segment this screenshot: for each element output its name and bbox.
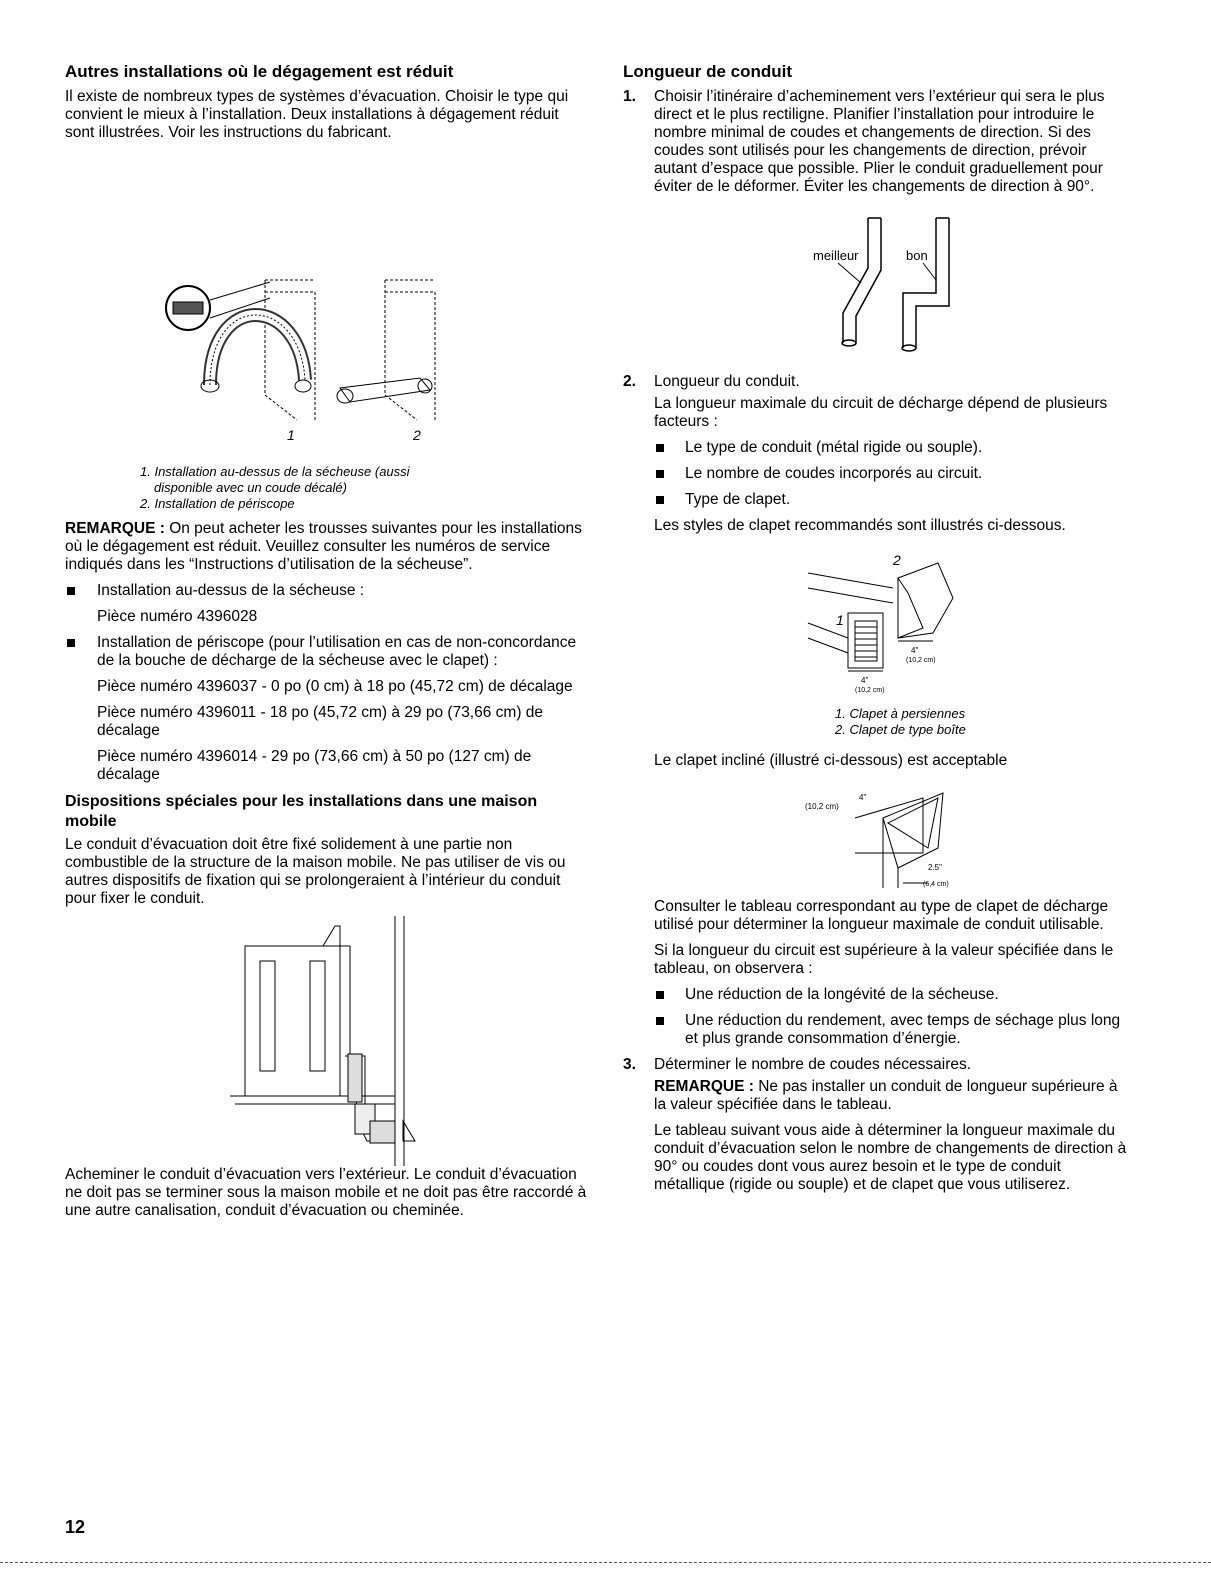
angled-dim-64: (6,4 cm) <box>923 881 949 888</box>
label-better: meilleur <box>813 248 859 263</box>
step-3-note <box>623 1078 1133 1114</box>
hood-styles-text: Les styles de clapet recommandés sont illustrés ci-dessous. <box>654 517 1066 534</box>
figure-bends <box>623 208 1133 373</box>
left-column <box>65 62 590 1228</box>
mobile-home-paragraph: Le conduit d’évacuation doit être fixé solidement à une partie non combustible de la structure de la maison mobile. Ne pas utiliser de vis ou autres dispositifs de fixation qui se prolongeraient à l’intérieur du conduit pour fixer le conduit. <box>65 836 566 907</box>
mobile-home-illustration <box>65 916 590 1166</box>
angled-dim-in: 4" <box>859 793 867 802</box>
section-heading-duct-length: Longueur de conduit <box>623 62 793 81</box>
hood-label-1: 1 <box>836 612 844 628</box>
angled-hood-illustration <box>623 778 1133 898</box>
section-heading-reduced-clearance: Autres installations où le dégagement est réduit <box>65 62 454 81</box>
intro-paragraph: Il existe de nombreux types de systèmes d’évacuation. Choisir le type qui convient le mieux à l’installation. Deux installations à dégagement réduit sont illustrées. Voir les instructions du fabricant. <box>65 88 569 141</box>
factor-duct-type: Le type de conduit (métal rigide ou souple). <box>623 439 1133 457</box>
page-number: 12 <box>65 1517 86 1537</box>
table-intro-text: Le tableau suivant vous aide à déterminer la longueur maximale du conduit d’évacuation selon le nombre de changements de direction à 90° ou coudes dont vous aurez besoin et le type de conduit métallique (rigide ou souple) et de clapet que vous utiliserez. <box>654 1122 1127 1193</box>
step-1-text: Choisir l’itinéraire d’acheminement vers l’extérieur qui sera le plus direct et le plus rectiligne. Planifier l’installation pour introduire le nombre minimal de coudes et changements de direction. Si des coudes sont utilisés pour les changements de direction, prévoir autant d’espace que possible. Plier le conduit graduellement pour éviter de le déformer. Éviter les changements de direction à 90°. <box>654 88 1105 195</box>
label-good: bon <box>906 248 928 263</box>
step-2-detail: La longueur maximale du circuit de décharge dépend de plusieurs facteurs : <box>654 395 1108 430</box>
note-label: REMARQUE : <box>65 520 165 537</box>
step-1-number: 1. <box>623 88 636 105</box>
step-3-number: 3. <box>623 1056 636 1073</box>
figure-angled-hood <box>623 778 1133 898</box>
figure-hoods <box>623 543 1133 708</box>
bullet-periscope: Installation de périscope (pour l’utilisation en cas de non-concordance de la bouche de décharge de la sécheuse avec le clapet) : <box>65 634 590 670</box>
factor-elbows: Le nombre de coudes incorporés au circuit. <box>623 465 1133 483</box>
part-number-a: Pièce numéro 4396037 - 0 po (0 cm) à 18 po (45,72 cm) de décalage <box>97 678 573 695</box>
mobile-home-heading: Dispositions spéciales pour les installations dans une maison mobile <box>65 793 538 830</box>
hoods-illustration <box>623 543 1133 708</box>
right-column <box>623 62 1133 1202</box>
angled-hood-text: Le clapet incliné (illustré ci-dessous) est acceptable <box>654 752 1008 769</box>
box-dim-in: 4" <box>911 646 919 655</box>
step-2 <box>623 373 1133 391</box>
hood-caption <box>623 706 1133 738</box>
louver-dim-in: 4" <box>861 676 869 685</box>
angled-dim-cm: (10,2 cm) <box>805 802 839 811</box>
box-dim-cm: (10,2 cm) <box>906 657 936 664</box>
part-number-b: Pièce numéro 4396011 - 18 po (45,72 cm) à 29 po (73,66 cm) de décalage <box>97 704 544 739</box>
fig1-label-1: 1 <box>287 427 295 443</box>
caption-line-2: 2. Installation de périscope <box>140 496 295 511</box>
step-2-number: 2. <box>623 373 636 390</box>
step-3-text: Déterminer le nombre de coudes nécessaires. <box>654 1056 972 1073</box>
factor-hood-type: Type de clapet. <box>623 491 1133 509</box>
footer-divider <box>0 1562 1211 1563</box>
hood-caption-1: 1. Clapet à persiennes <box>835 706 966 721</box>
part-number-over-dryer: Pièce numéro 4396028 <box>97 608 258 625</box>
louver-dim-cm: (10,2 cm) <box>855 687 885 694</box>
hood-caption-2: 2. Clapet de type boîte <box>835 722 966 737</box>
effect-lifespan: Une réduction de la longévité de la sécheuse. <box>623 986 1133 1004</box>
part-number-c: Pièce numéro 4396014 - 29 po (73,66 cm) à 50 po (127 cm) de décalage <box>97 748 532 783</box>
caption-line-1b: disponible avec un coude décalé) <box>154 480 347 495</box>
note-paragraph <box>65 520 590 574</box>
step-2-text: Longueur du conduit. <box>654 373 800 390</box>
step-3-note-label: REMARQUE : <box>654 1078 754 1095</box>
step-1 <box>623 88 1133 196</box>
fig1-label-2: 2 <box>413 427 421 443</box>
consult-table-text: Consulter le tableau correspondant au type de clapet de décharge utilisé pour déterminer la longueur maximale de conduit utilisable. <box>654 898 1109 933</box>
reduced-clearance-illustration <box>65 150 590 443</box>
note-text: On peut acheter les trousses suivantes pour les installations où le dégagement est réduit. Veuillez consulter les numéros de service indiqués dans les “Instructions d’utilisation de la sécheuse”. <box>65 520 582 573</box>
angled-dim-25: 2.5" <box>928 863 942 872</box>
exceed-length-text: Si la longueur du circuit est supérieure à la valeur spécifiée dans le tableau, on observera : <box>654 942 1114 977</box>
step-3-note-text: Ne pas installer un conduit de longueur supérieure à la valeur spécifiée dans le tableau. <box>654 1078 1118 1113</box>
step-3 <box>623 1056 1133 1074</box>
bends-illustration <box>623 208 1133 373</box>
figure-reduced-clearance <box>65 150 590 443</box>
bullet-over-dryer: Installation au-dessus de la sécheuse : <box>65 582 590 600</box>
effect-performance: Une réduction du rendement, avec temps de séchage plus long et plus grande consommation d’énergie. <box>623 1012 1133 1048</box>
figure-mobile-home <box>65 916 590 1166</box>
hood-label-2: 2 <box>893 552 901 568</box>
caption-line-1: 1. Installation au-dessus de la sécheuse (aussi <box>140 464 410 479</box>
mobile-home-paragraph-2: Acheminer le conduit d’évacuation vers l’extérieur. Le conduit d’évacuation ne doit pas se terminer sous la maison mobile et ne doit pas être raccordé à une autre canalisation, conduit d’évacuation ou cheminée. <box>65 1166 587 1219</box>
figure-caption <box>65 464 590 512</box>
